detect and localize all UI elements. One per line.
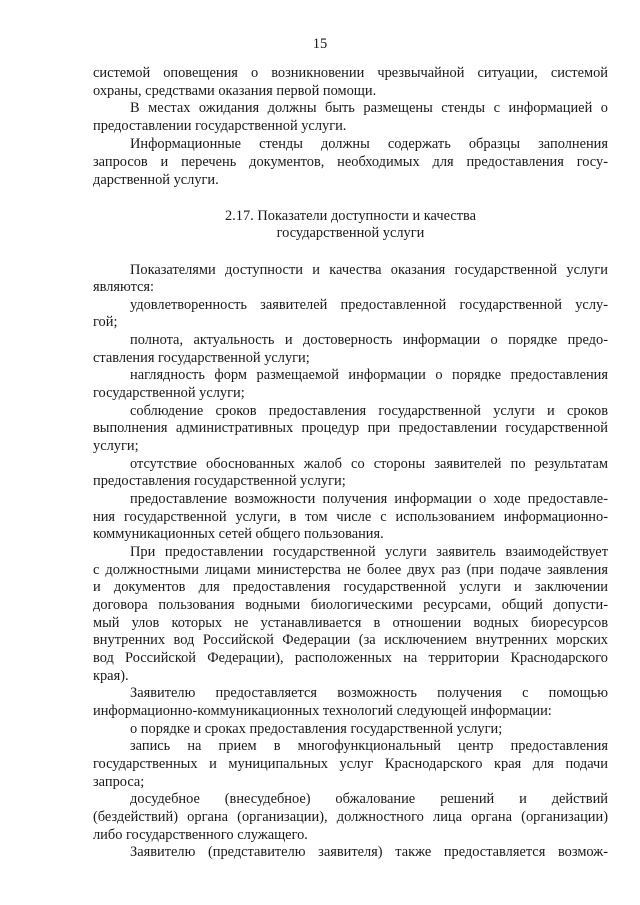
text-line: полнота, актуальность и достоверность информации о порядке предо- [130, 332, 608, 348]
text-line: гой; [93, 314, 118, 330]
text-line: предоставления государственной услуги; [93, 473, 346, 489]
text-line: отсутствие обоснованных жалоб со стороны заявителей по результатам [130, 456, 608, 472]
text-line: государственной услуги; [93, 385, 245, 401]
text-line: Информационные стенды должны содержать образцы заполнения [130, 136, 608, 152]
page-number: 15 [312, 36, 328, 52]
text-line: системой оповещения о возникновении чрезвычайной ситуации, системой [93, 65, 608, 81]
text-line: ния государственной услуги, в том числе с использованием информационно- [93, 509, 608, 525]
text-line: Заявителю (представителю заявителя) также предоставляется возмож- [130, 844, 608, 860]
text-line: предоставлении государственной услуги. [93, 118, 347, 134]
text-line: При предоставлении государственной услуги заявитель взаимодействует [130, 544, 608, 560]
text-line: о порядке и сроках предоставления государственной услуги; [130, 721, 503, 737]
text-line: соблюдение сроков предоставления государственной услуги и сроков [130, 403, 608, 419]
text-line: предоставление возможности получения информации о ходе предоставле- [130, 491, 608, 507]
text-line: и документов для предоставления государственной услуги и заключении [93, 579, 608, 595]
text-line: выполнения административных процедур при предоставлении государственной [93, 420, 608, 436]
text-line: запись на прием в многофункциональный центр предоставления [130, 738, 608, 754]
text-line: запросов и перечень документов, необходимых для предоставления госу- [93, 154, 608, 170]
text-line: наглядность форм размещаемой информации о порядке предоставления [130, 367, 608, 383]
text-line: являются: [93, 279, 155, 295]
text-line: вод Российской Федерации), расположенных на территории Краснодарского [93, 650, 608, 666]
text-line: коммуникационных сетей общего пользования. [93, 526, 384, 542]
section-heading-line: государственной услуги [276, 225, 425, 241]
text-line: дарственной услуги. [93, 172, 219, 188]
text-line: запроса; [93, 774, 145, 790]
text-line: либо государственного служащего. [93, 827, 308, 843]
text-line: Показателями доступности и качества оказания государственной услуги [130, 262, 608, 278]
text-line: государственных и муниципальных услуг Краснодарского края для подачи [93, 756, 608, 772]
text-line: Заявителю предоставляется возможность получения с помощью [130, 685, 608, 701]
text-line: досудебное (внесудебное) обжалование решений и действий [130, 791, 608, 807]
section-heading-line: 2.17. Показатели доступности и качества [224, 208, 476, 224]
text-line: В местах ожидания должны быть размещены стенды с информацией о [130, 100, 608, 116]
text-line: мый улов которых не устанавливается в отношении водных биоресурсов [93, 615, 608, 631]
text-line: ставления государственной услуги; [93, 350, 310, 366]
text-line: охраны, средствами оказания первой помощи. [93, 83, 377, 99]
text-line: информационно-коммуникационных технологий следующей информации: [93, 703, 552, 719]
text-line: внутренних вод Российской Федерации (за исключением внутренних морских [93, 632, 608, 648]
text-line: края). [93, 668, 129, 684]
text-line: удовлетворенность заявителей предоставленной государственной услу- [130, 297, 608, 313]
text-line: услуги; [93, 438, 139, 454]
text-line: с должностными лицами министерства не более двух раз (при подаче заявления [93, 562, 608, 578]
text-line: (бездействий) органа (организации), должностного лица органа (организации) [93, 809, 608, 825]
text-line: договора пользования водными биологическими ресурсами, общий допусти- [93, 597, 608, 613]
